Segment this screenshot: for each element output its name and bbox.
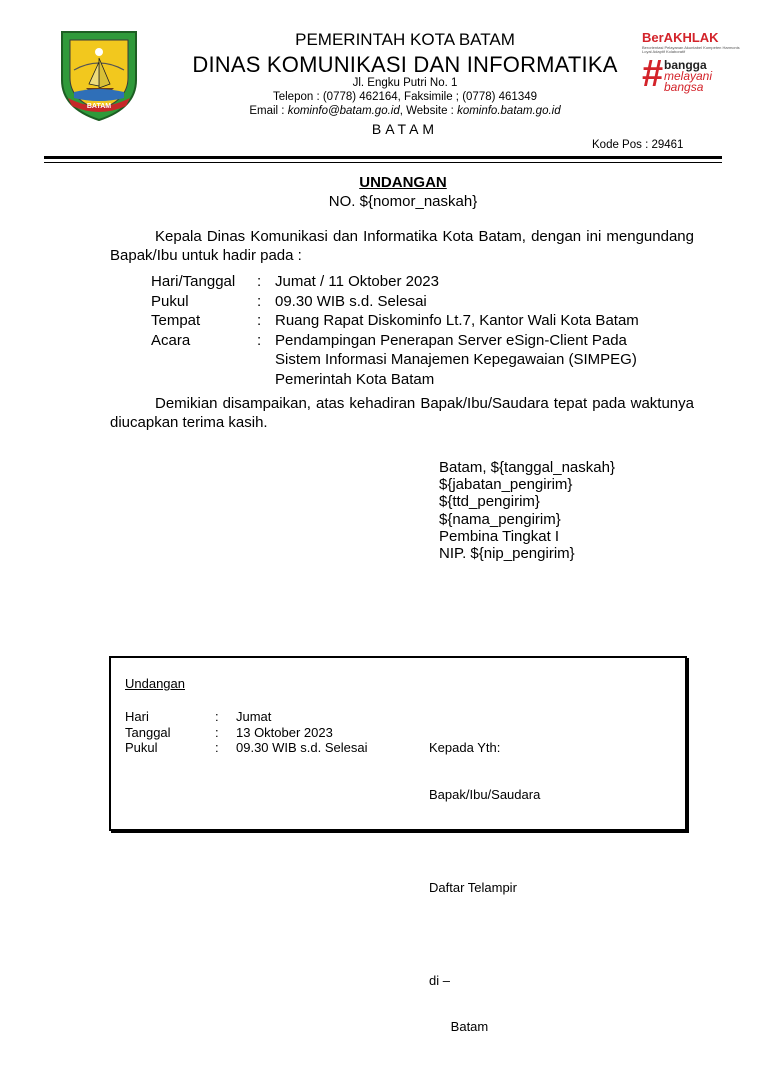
event-details [151,272,665,389]
detail-value: Ruang Rapat Diskominfo Lt.7, Kantor Wali Kota Batam [275,312,639,329]
header-department: DINAS KOMUNIKASI DAN INFORMATIKA [192,52,618,77]
box-value: Jumat [236,709,272,724]
header-address: Jl. Engku Putri No. 1 [352,77,458,89]
detail-row [151,292,665,312]
detail-colon: : [257,312,262,329]
box-recipient [429,709,540,1066]
box-label: Pukul [125,740,158,755]
letter-number: NO. ${nomor_naskah} [328,193,478,210]
hashtag-word: bangsa [664,80,704,94]
signature-line: ${jabatan_pengirim} [439,476,573,494]
detail-label: Tempat [151,312,201,329]
website-label: , Website : [399,105,458,117]
detail-row [151,272,665,292]
box-label: Hari [125,709,149,724]
email-label: Email : [249,105,288,117]
recipient-line: Kepada Yth: [429,740,501,755]
detail-value: Jumat / 11 Oktober 2023 [275,273,439,290]
box-row [125,740,368,756]
box-schedule [125,709,368,756]
signature-line: ${ttd_pengirim} [439,493,540,511]
box-value: 13 Oktober 2023 [236,724,333,740]
header-divider-thin [44,162,722,163]
box-row [125,725,368,741]
header-divider [44,156,722,159]
signature-line: Pembina Tingkat I [439,527,560,545]
invitation-envelope-box [109,656,687,1034]
detail-colon: : [257,273,262,290]
detail-colon: : [257,292,262,310]
detail-label: Hari/Tanggal [151,273,236,290]
signature-line: NIP. ${nip_pengirim} [439,545,575,563]
signature-line: Batam, ${tanggal_naskah} [439,459,615,476]
header-government: PEMERINTAH KOTA BATAM [295,30,515,49]
detail-row [151,331,665,390]
detail-value: Pendampingan Penerapan Server eSign-Client Pada Sistem Informasi Manajemen Kepegawaian (SIMPEG) Pemerintah Kota Batam [275,331,637,388]
header-phone: Telepon : (0778) 462164, Faksimile ; (0778) 461349 [272,91,538,103]
header-contact [170,105,640,117]
header-city: BATAM [371,121,439,137]
recipient-line: Batam [429,1019,489,1034]
box-colon: : [215,724,219,740]
detail-row [151,311,665,331]
website-address: kominfo.batam.go.id [457,105,561,117]
recipient-line [429,833,540,849]
box-value: 09.30 WIB s.d. Selesai [236,740,368,755]
detail-value: 09.30 WIB s.d. Selesai [275,292,427,310]
box-colon: : [215,709,219,724]
recipient-line: Daftar Telampir [429,879,517,895]
hashtag-word: melayani [664,69,713,83]
detail-label: Acara [151,331,191,349]
opening-paragraph: Kepala Dinas Komunikasi dan Informatika Kota Batam, dengan ini mengundang Bapak/Ibu untuk hadir pada : [110,228,694,264]
recipient-line: Bapak/Ibu/Saudara [429,786,541,802]
signature-block [439,459,615,562]
box-row [125,709,368,725]
letter-title: UNDANGAN [359,174,447,191]
bangga-melayani-bangsa-logo [642,53,742,95]
berakhlak-tagline: Berorientasi Pelayanan Akuntabel Kompeten Harmonis Loyal Adaptif Kolaboratif [642,45,740,54]
postal-code: Kode Pos : 29461 [592,139,684,151]
hashtag-word: bangga [664,58,707,72]
box-colon: : [215,740,219,755]
closing-paragraph: Demikian disampaikan, atas kehadiran Bapak/Ibu/Saudara tepat pada waktunya diucapkan terima kasih. [110,395,694,431]
box-title: Undangan [125,676,185,691]
berakhlak-title: BerAKHLAK [642,30,719,45]
detail-label: Pukul [151,292,189,310]
signature-line: ${nama_pengirim} [439,510,561,528]
recipient-line [429,926,540,942]
recipient-line: di – [429,972,450,988]
email-address: kominfo@batam.go.id [287,105,400,117]
hashtag-icon: # [642,53,664,95]
detail-colon: : [257,331,262,349]
berakhlak-logo [642,30,742,93]
logo-text: BATAM [86,103,112,110]
batam-city-logo [58,26,140,122]
box-label: Tanggal [125,724,171,740]
